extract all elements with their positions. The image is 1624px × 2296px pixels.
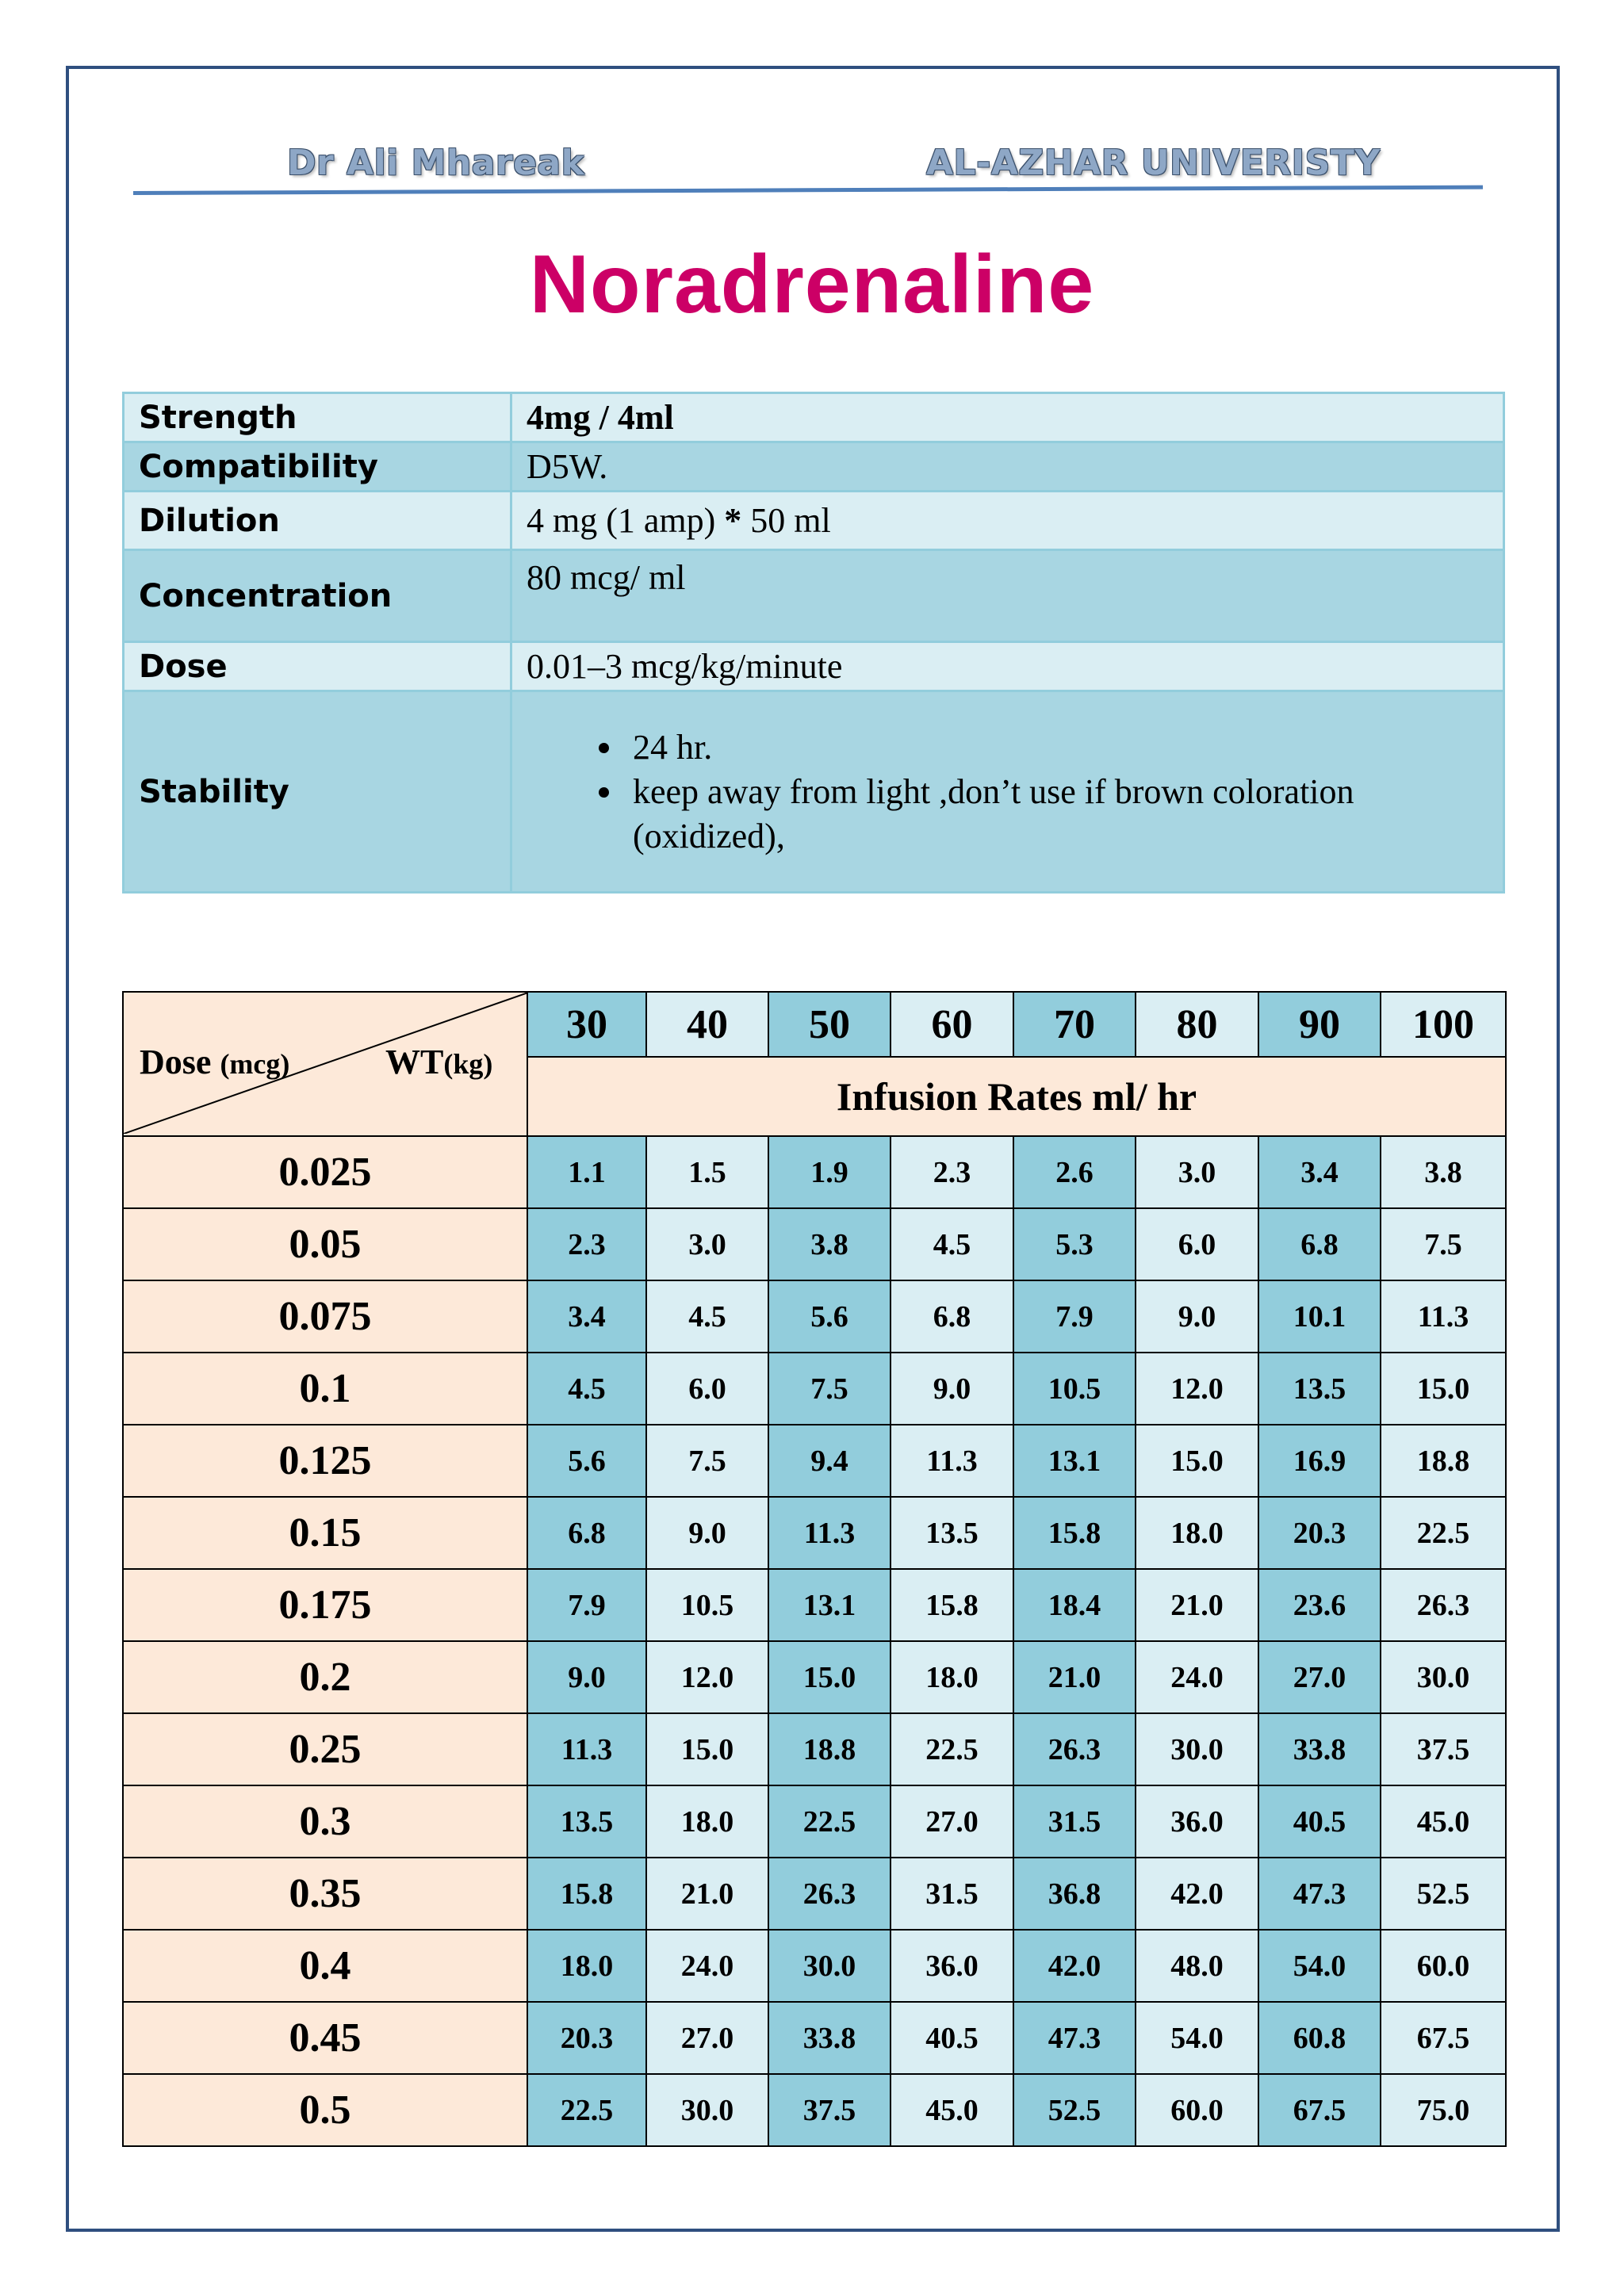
stability-list <box>527 725 1488 859</box>
drug-title: Noradrenaline <box>529 239 1095 331</box>
rate-cell: 15.8 <box>891 1569 1013 1641</box>
dilution-label: Dilution <box>124 492 511 550</box>
dose-value: 0.01–3 mcg/kg/minute <box>511 642 1504 691</box>
rate-cell: 20.3 <box>527 2002 646 2074</box>
compatibility-row <box>124 442 1504 492</box>
rate-cell: 37.5 <box>768 2074 891 2146</box>
rate-cell: 16.9 <box>1258 1425 1381 1497</box>
rate-cell: 11.3 <box>1381 1280 1506 1353</box>
weight-axis-text: WT <box>385 1043 444 1081</box>
weight-header-cell: 30 <box>527 992 646 1057</box>
rate-cell: 75.0 <box>1381 2074 1506 2146</box>
rate-cell: 26.3 <box>768 1858 891 1930</box>
dose-row <box>123 1136 1506 1208</box>
dose-row <box>123 2002 1506 2074</box>
rate-cell: 3.4 <box>1258 1136 1381 1208</box>
rate-cell: 24.0 <box>646 1930 768 2002</box>
rate-cell: 3.0 <box>646 1208 768 1280</box>
dose-row <box>123 1713 1506 1785</box>
concentration-row <box>124 550 1504 642</box>
dose-row <box>123 1497 1506 1569</box>
dose-axis-unit: (mcg) <box>220 1048 290 1080</box>
rate-cell: 31.5 <box>891 1858 1013 1930</box>
dose-cell: 0.1 <box>123 1353 527 1425</box>
stability-row <box>124 691 1504 893</box>
rate-cell: 42.0 <box>1136 1858 1258 1930</box>
rate-cell: 10.5 <box>1013 1353 1136 1425</box>
dose-cell: 0.175 <box>123 1569 527 1641</box>
rate-cell: 48.0 <box>1136 1930 1258 2002</box>
dose-row <box>123 1425 1506 1497</box>
rate-cell: 7.5 <box>1381 1208 1506 1280</box>
rate-cell: 18.0 <box>527 1930 646 2002</box>
weight-header-cell: 90 <box>1258 992 1381 1057</box>
rate-cell: 11.3 <box>527 1713 646 1785</box>
author-name: Dr Ali Mhareak <box>287 143 585 183</box>
compatibility-value: D5W. <box>511 442 1504 492</box>
dose-cell: 0.125 <box>123 1425 527 1497</box>
dose-cell: 0.35 <box>123 1858 527 1930</box>
dose-row <box>123 1280 1506 1353</box>
infusion-rates-title: Infusion Rates ml/ hr <box>527 1057 1506 1136</box>
rate-cell: 18.0 <box>1136 1497 1258 1569</box>
rate-cell: 7.9 <box>527 1569 646 1641</box>
rate-cell: 13.5 <box>891 1497 1013 1569</box>
rate-cell: 9.4 <box>768 1425 891 1497</box>
rate-cell: 2.3 <box>891 1136 1013 1208</box>
rate-cell: 22.5 <box>1381 1497 1506 1569</box>
rate-cell: 60.0 <box>1381 1930 1506 2002</box>
rate-cell: 9.0 <box>527 1641 646 1713</box>
rate-cell: 10.5 <box>646 1569 768 1641</box>
rate-cell: 15.0 <box>768 1641 891 1713</box>
rate-cell: 21.0 <box>646 1858 768 1930</box>
rate-cell: 6.0 <box>1136 1208 1258 1280</box>
rate-cell: 1.5 <box>646 1136 768 1208</box>
weight-header-cell: 80 <box>1136 992 1258 1057</box>
rate-cell: 3.0 <box>1136 1136 1258 1208</box>
dilution-amount: 4 mg (1 amp) <box>527 501 725 540</box>
rate-cell: 30.0 <box>768 1930 891 2002</box>
dose-row <box>123 2074 1506 2146</box>
rate-cell: 2.3 <box>527 1208 646 1280</box>
dose-row <box>123 1785 1506 1858</box>
rate-cell: 30.0 <box>1381 1641 1506 1713</box>
rate-cell: 26.3 <box>1013 1713 1136 1785</box>
rate-cell: 36.8 <box>1013 1858 1136 1930</box>
dose-cell: 0.2 <box>123 1641 527 1713</box>
drug-info-table <box>122 392 1505 894</box>
rate-cell: 15.8 <box>1013 1497 1136 1569</box>
institution-name: AL-AZHAR UNIVERISTY <box>926 143 1381 183</box>
dose-row <box>123 1641 1506 1713</box>
rate-cell: 30.0 <box>1136 1713 1258 1785</box>
stability-item: • 24 hr. <box>625 725 1488 770</box>
rate-cell: 7.5 <box>646 1425 768 1497</box>
rate-cell: 4.5 <box>646 1280 768 1353</box>
rate-cell: 36.0 <box>1136 1785 1258 1858</box>
dose-cell: 0.15 <box>123 1497 527 1569</box>
rate-cell: 13.5 <box>1258 1353 1381 1425</box>
weight-header-cell: 60 <box>891 992 1013 1057</box>
rate-cell: 67.5 <box>1258 2074 1381 2146</box>
rate-cell: 23.6 <box>1258 1569 1381 1641</box>
rate-cell: 15.0 <box>1136 1425 1258 1497</box>
dilution-volume: 50 ml <box>741 501 831 540</box>
rate-cell: 15.0 <box>1381 1353 1506 1425</box>
rate-cell: 4.5 <box>527 1353 646 1425</box>
dose-row <box>123 1208 1506 1280</box>
dose-row <box>124 642 1504 691</box>
dose-cell: 0.5 <box>123 2074 527 2146</box>
rate-cell: 13.5 <box>527 1785 646 1858</box>
dilution-row <box>124 492 1504 550</box>
rate-cell: 54.0 <box>1136 2002 1258 2074</box>
strength-row <box>124 393 1504 442</box>
dose-label: Dose <box>124 642 511 691</box>
rate-cell: 7.9 <box>1013 1280 1136 1353</box>
dose-row <box>123 1930 1506 2002</box>
rate-cell: 21.0 <box>1013 1641 1136 1713</box>
rate-cell: 2.6 <box>1013 1136 1136 1208</box>
dose-axis-label <box>140 1042 289 1082</box>
rate-cell: 3.8 <box>1381 1136 1506 1208</box>
rate-cell: 52.5 <box>1013 2074 1136 2146</box>
dose-cell: 0.45 <box>123 2002 527 2074</box>
rate-cell: 5.3 <box>1013 1208 1136 1280</box>
concentration-label: Concentration <box>124 550 511 642</box>
rate-cell: 18.0 <box>891 1641 1013 1713</box>
rate-cell: 6.0 <box>646 1353 768 1425</box>
rate-cell: 6.8 <box>891 1280 1013 1353</box>
rate-cell: 6.8 <box>527 1497 646 1569</box>
rate-cell: 13.1 <box>768 1569 891 1641</box>
rate-cell: 7.5 <box>768 1353 891 1425</box>
rate-cell: 11.3 <box>768 1497 891 1569</box>
weight-header-cell: 70 <box>1013 992 1136 1057</box>
dilution-star: * <box>724 501 742 540</box>
rate-cell: 9.0 <box>646 1497 768 1569</box>
rate-cell: 9.0 <box>891 1353 1013 1425</box>
rate-cell: 26.3 <box>1381 1569 1506 1641</box>
rate-cell: 18.8 <box>768 1713 891 1785</box>
rate-cell: 40.5 <box>1258 1785 1381 1858</box>
dose-cell: 0.4 <box>123 1930 527 2002</box>
weight-axis-label <box>385 1042 492 1082</box>
rate-cell: 18.0 <box>646 1785 768 1858</box>
rate-cell: 33.8 <box>768 2002 891 2074</box>
rate-cell: 4.5 <box>891 1208 1013 1280</box>
rate-cell: 22.5 <box>768 1785 891 1858</box>
dose-cell: 0.25 <box>123 1713 527 1785</box>
rate-cell: 31.5 <box>1013 1785 1136 1858</box>
rate-cell: 1.1 <box>527 1136 646 1208</box>
dose-axis-text: Dose <box>140 1043 220 1081</box>
dose-row <box>123 1569 1506 1641</box>
stability-label: Stability <box>124 691 511 893</box>
rate-cell: 36.0 <box>891 1930 1013 2002</box>
rate-cell: 52.5 <box>1381 1858 1506 1930</box>
table-corner-cell <box>123 992 527 1136</box>
rate-cell: 47.3 <box>1013 2002 1136 2074</box>
weight-axis-unit: (kg) <box>443 1048 493 1080</box>
rate-cell: 33.8 <box>1258 1713 1381 1785</box>
stability-item: • keep away from light ,don’t use if brown coloration (oxidized), <box>625 770 1488 859</box>
weight-header-cell: 50 <box>768 992 891 1057</box>
rate-cell: 12.0 <box>1136 1353 1258 1425</box>
dose-cell: 0.075 <box>123 1280 527 1353</box>
dose-row <box>123 1353 1506 1425</box>
dose-cell: 0.3 <box>123 1785 527 1858</box>
rate-cell: 13.1 <box>1013 1425 1136 1497</box>
rate-cell: 37.5 <box>1381 1713 1506 1785</box>
rate-cell: 54.0 <box>1258 1930 1381 2002</box>
rate-cell: 40.5 <box>891 2002 1013 2074</box>
dilution-value <box>511 492 1504 550</box>
rate-cell: 5.6 <box>768 1280 891 1353</box>
dose-cell: 0.05 <box>123 1208 527 1280</box>
rate-cell: 45.0 <box>1381 1785 1506 1858</box>
strength-label: Strength <box>124 393 511 442</box>
rate-cell: 24.0 <box>1136 1641 1258 1713</box>
weight-header-cell: 40 <box>646 992 768 1057</box>
rate-cell: 42.0 <box>1013 1930 1136 2002</box>
rate-cell: 5.6 <box>527 1425 646 1497</box>
weight-header-row <box>123 992 1506 1057</box>
rate-cell: 27.0 <box>891 1785 1013 1858</box>
rate-cell: 15.8 <box>527 1858 646 1930</box>
rate-cell: 18.8 <box>1381 1425 1506 1497</box>
rate-cell: 27.0 <box>1258 1641 1381 1713</box>
rate-cell: 45.0 <box>891 2074 1013 2146</box>
rate-cell: 3.8 <box>768 1208 891 1280</box>
rate-cell: 27.0 <box>646 2002 768 2074</box>
rate-cell: 11.3 <box>891 1425 1013 1497</box>
stability-value <box>511 691 1504 893</box>
infusion-rates-table <box>122 991 1507 2147</box>
rate-cell: 67.5 <box>1381 2002 1506 2074</box>
rate-cell: 30.0 <box>646 2074 768 2146</box>
rate-cell: 21.0 <box>1136 1569 1258 1641</box>
rate-cell: 22.5 <box>891 1713 1013 1785</box>
rate-cell: 3.4 <box>527 1280 646 1353</box>
concentration-value: 80 mcg/ ml <box>511 550 1504 642</box>
rate-cell: 12.0 <box>646 1641 768 1713</box>
rate-cell: 20.3 <box>1258 1497 1381 1569</box>
dose-row <box>123 1858 1506 1930</box>
rate-cell: 6.8 <box>1258 1208 1381 1280</box>
rate-cell: 60.0 <box>1136 2074 1258 2146</box>
strength-value: 4mg / 4ml <box>511 393 1504 442</box>
rate-cell: 1.9 <box>768 1136 891 1208</box>
dose-cell: 0.025 <box>123 1136 527 1208</box>
rate-cell: 47.3 <box>1258 1858 1381 1930</box>
rate-cell: 10.1 <box>1258 1280 1381 1353</box>
rate-cell: 18.4 <box>1013 1569 1136 1641</box>
rate-cell: 60.8 <box>1258 2002 1381 2074</box>
rate-cell: 22.5 <box>527 2074 646 2146</box>
weight-header-cell: 100 <box>1381 992 1506 1057</box>
compatibility-label: Compatibility <box>124 442 511 492</box>
rate-cell: 9.0 <box>1136 1280 1258 1353</box>
rate-cell: 15.0 <box>646 1713 768 1785</box>
